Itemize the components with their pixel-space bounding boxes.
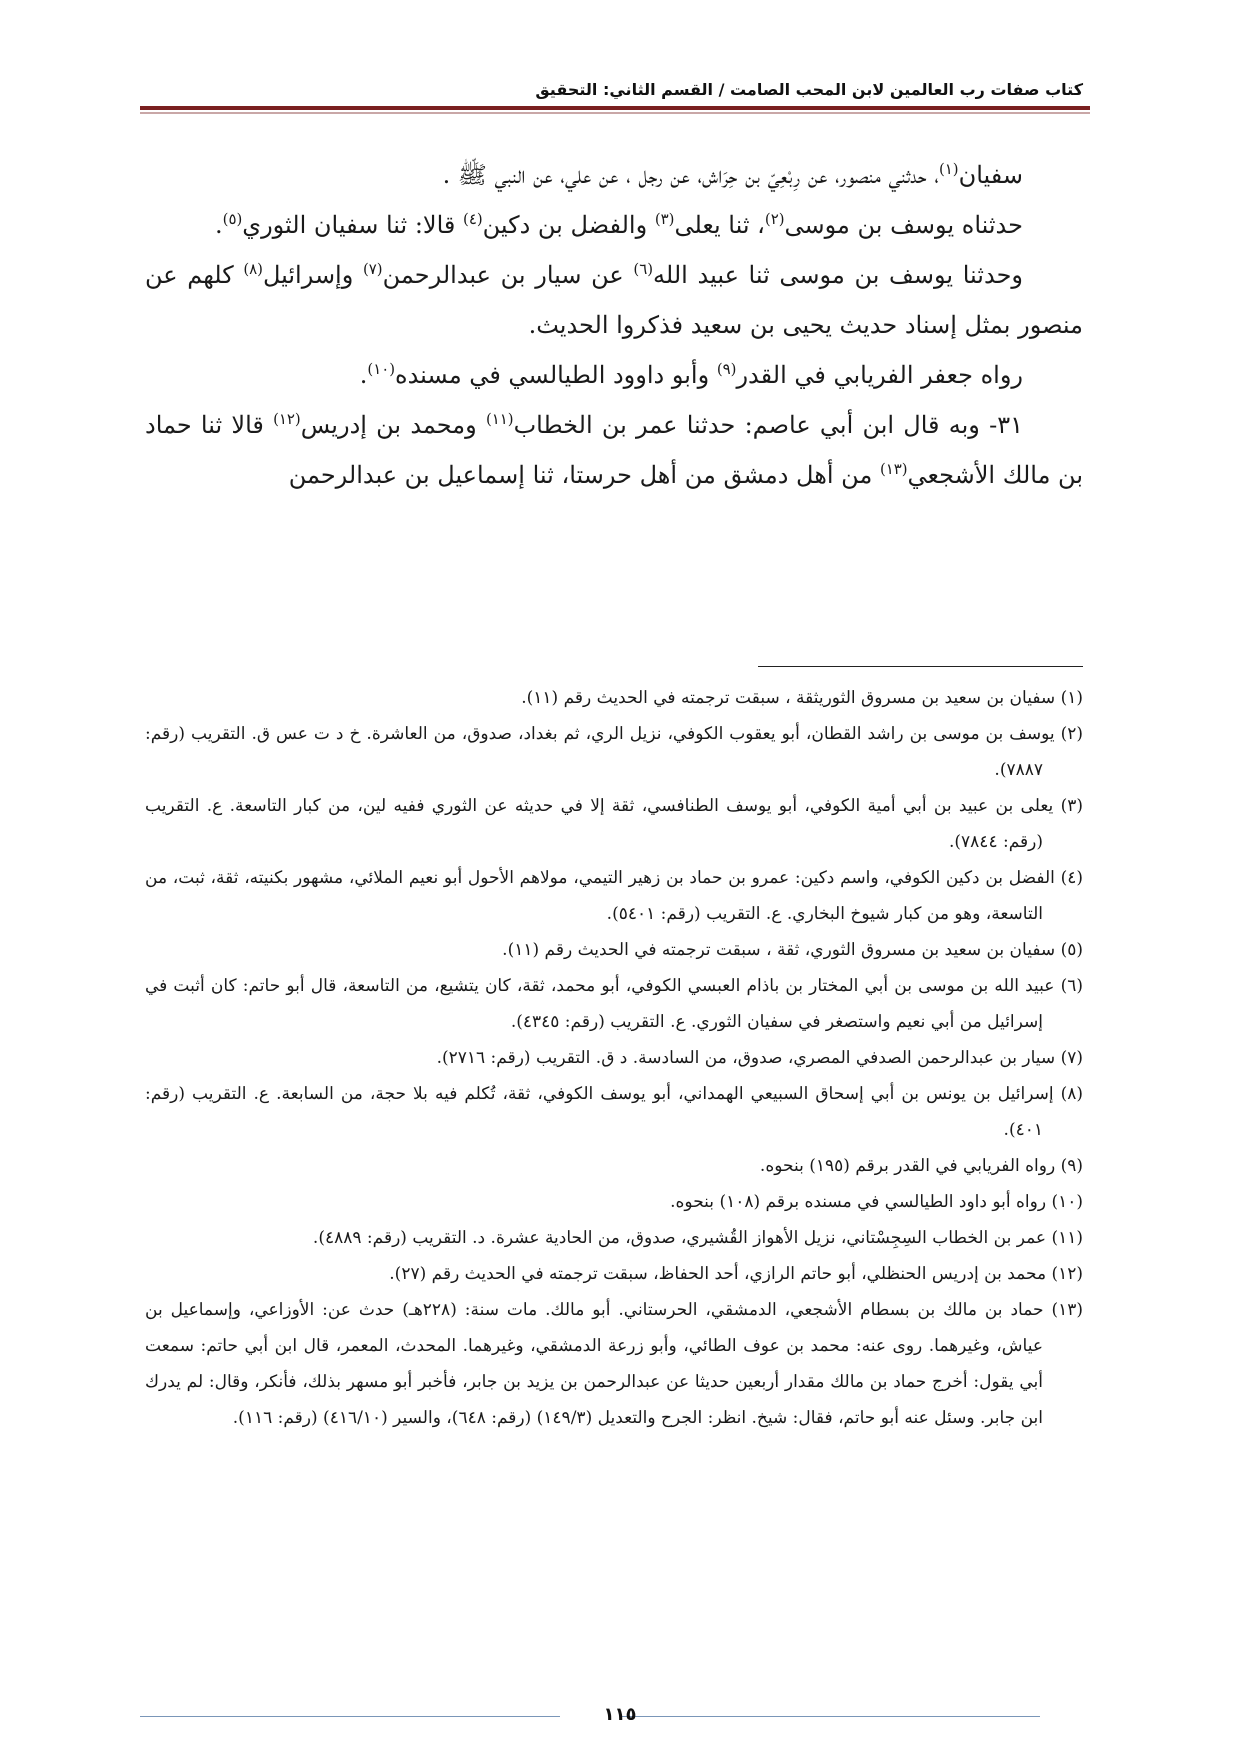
footnote-13: (١٣) حماد بن مالك بن بسطام الأشجعي، الدمشقي، الحرستاني. أبو مالك. مات سنة: (٢٢٨هـ) حدث عن: الأوزاعي، وإسماعيل بن عياش، وغيرهما. روى عنه: محمد بن عوف الطائي، وأبو زرعة الدمشقي، وغيرهما. المحدث، المعمر، قال ابن أبي حاتم: سمعت أبي يقول: أخرج حماد بن مالك مقدار أربعين حديثا عن عبدالرحمن بن يزيد بن جابر، فأخبر أبو مسهر بذلك، فأنكر، وقال: لم يدرك ابن جابر. وسئل عنه أبو حاتم، فقال: شيخ. انظر: الجرح والتعديل (١٤٩/٣) (رقم: ٦٤٨)، والسير (٤١٦/١٠) (رقم: ١١٦). bbox=[145, 1300, 1083, 1428]
footnote-2: (٢) يوسف بن موسى بن راشد القطان، أبو يعقوب الكوفي، نزيل الري، ثم بغداد، صدوق، من العاشرة. خ د ت عس ق. التقريب (رقم: ٧٨٨٧). bbox=[145, 724, 1083, 780]
footnote-marker-5[interactable]: (٥) bbox=[222, 210, 243, 228]
footnote-8: (٨) إسرائيل بن يونس بن أبي إسحاق السبيعي الهمداني، أبو يوسف الكوفي، ثقة، تُكلم فيه بلا حجة، من السابعة. ع. التقريب (رقم: ٤٠١). bbox=[145, 1084, 1083, 1140]
footnote-3: (٣) يعلى بن عبيد بن أبي أمية الكوفي، أبو يوسف الطنافسي، ثقة إلا في حديثه عن الثوري ففيه لين، من كبار التاسعة. ع. التقريب (رقم: ٧٨٤٤). bbox=[145, 796, 1083, 852]
footnote-marker-2[interactable]: (٢) bbox=[764, 210, 785, 228]
footnote-7: (٧) سيار بن عبدالرحمن الصدفي المصري، صدوق، من السادسة. د ق. التقريب (رقم: ٢٧١٦). bbox=[436, 1048, 1083, 1068]
footnote-marker-8[interactable]: (٨) bbox=[243, 260, 263, 278]
footnote-10: (١٠) رواه أبو داود الطيالسي في مسنده برقم (١٠٨) بنحوه. bbox=[670, 1192, 1083, 1212]
footnotes bbox=[145, 680, 1083, 1436]
header-rule-thick bbox=[140, 106, 1090, 110]
footnote-4: (٤) الفضل بن دكين الكوفي، واسم دكين: عمرو بن حماد بن زهير التيمي، مولاهم الأحول أبو نعيم الملائي، مشهور بكنيته، ثقة، ثبت، من التاسعة، وهو من كبار شيوخ البخاري. ع. التقريب (رقم: ٥٤٠١). bbox=[145, 868, 1083, 924]
paragraph-5: ٣١- وبه قال ابن أبي عاصم: حدثنا عمر بن الخطاب$^{(١١)}$ ومحمد بن إدريس$^{(١٢)}$ قالا ثنا حماد بن مالك الأشجعي$^{(١٣)}$ من أهل دمشق من أهل حرستا، ثنا إسماعيل بن عبدالرحمن bbox=[145, 410, 1083, 489]
footnote-marker-6[interactable]: (٦) bbox=[633, 260, 654, 278]
footnote-marker-4[interactable]: (٤) bbox=[463, 210, 483, 228]
paragraph-2: حدثناه يوسف بن موسى$^{(٢)}$، ثنا يعلى$^{(٣)}$ والفضل بن دكين$^{(٤)}$ قالا: ثنا سفيان الثوري$^{(٥)}$. bbox=[215, 210, 1023, 239]
footnote-12: (١٢) محمد بن إدريس الحنظلي، أبو حاتم الرازي، أحد الحفاظ، سبقت ترجمته في الحديث رقم (٢٧). bbox=[389, 1264, 1083, 1284]
footnote-9: (٩) رواه الفريابي في القدر برقم (١٩٥) بنحوه. bbox=[759, 1156, 1083, 1176]
footnote-11: (١١) عمر بن الخطاب السِجِسْتاني، نزيل الأهواز القُشيري، صدوق، من الحادية عشرة. د. التقريب (رقم: ٤٨٨٩). bbox=[312, 1228, 1083, 1248]
footnote-marker-1[interactable]: (١) bbox=[938, 160, 959, 178]
footnote-marker-3[interactable]: (٣) bbox=[654, 210, 675, 228]
running-header: كتاب صفات رب العالمين لابن المحب الصامت / القسم الثاني: التحقيق bbox=[535, 80, 1083, 99]
footnote-divider bbox=[758, 666, 1083, 667]
footnote-marker-10[interactable]: (١٠) bbox=[367, 360, 395, 378]
header-rule-thin bbox=[140, 112, 1090, 114]
footnote-marker-12[interactable]: (١٢) bbox=[273, 410, 301, 428]
paragraph-4: رواه جعفر الفريابي في القدر$^{(٩)}$ وأبو داوود الطيالسي في مسنده$^{(١٠)}$. bbox=[359, 360, 1023, 389]
footnote-1: (١) سفيان بن سعيد بن مسروق الثوريثقة ، سبقت ترجمته في الحديث رقم (١١). bbox=[521, 688, 1083, 708]
paragraph-1: سفيان$^{(١)}$، حدثني منصور، عن رِبْعِيّ بن حِرَاش، عن رجل ، عن علي، عن النبي ﷺ . bbox=[442, 160, 1023, 189]
footnote-5: (٥) سفيان بن سعيد بن مسروق الثوري، ثقة ، سبقت ترجمته في الحديث رقم (١١). bbox=[502, 940, 1083, 960]
footnote-marker-11[interactable]: (١١) bbox=[485, 410, 514, 428]
footnote-6: (٦) عبيد الله بن موسى بن أبي المختار بن باذام العبسي الكوفي، أبو محمد، ثقة، كان يتشيع، من التاسعة، قال أبو حاتم: كان أثبت في إسرائيل من أبي نعيم واستصغر في سفيان الثوري. ع. التقريب (رقم: ٤٣٤٥). bbox=[145, 976, 1083, 1032]
footnote-marker-7[interactable]: (٧) bbox=[362, 260, 383, 278]
paragraph-3: وحدثنا يوسف بن موسى ثنا عبيد الله$^{(٦)}$ عن سيار بن عبدالرحمن$^{(٧)}$ وإسرائيل$^{(٨)}$ كلهم عن منصور بمثل إسناد حديث يحيى بن سعيد فذكروا الحديث. bbox=[145, 260, 1083, 339]
page-number: ١١٥ bbox=[603, 1704, 637, 1725]
main-text bbox=[145, 150, 1083, 500]
footnote-marker-13[interactable]: (١٣) bbox=[879, 460, 908, 478]
footnote-marker-9[interactable]: (٩) bbox=[716, 360, 737, 378]
